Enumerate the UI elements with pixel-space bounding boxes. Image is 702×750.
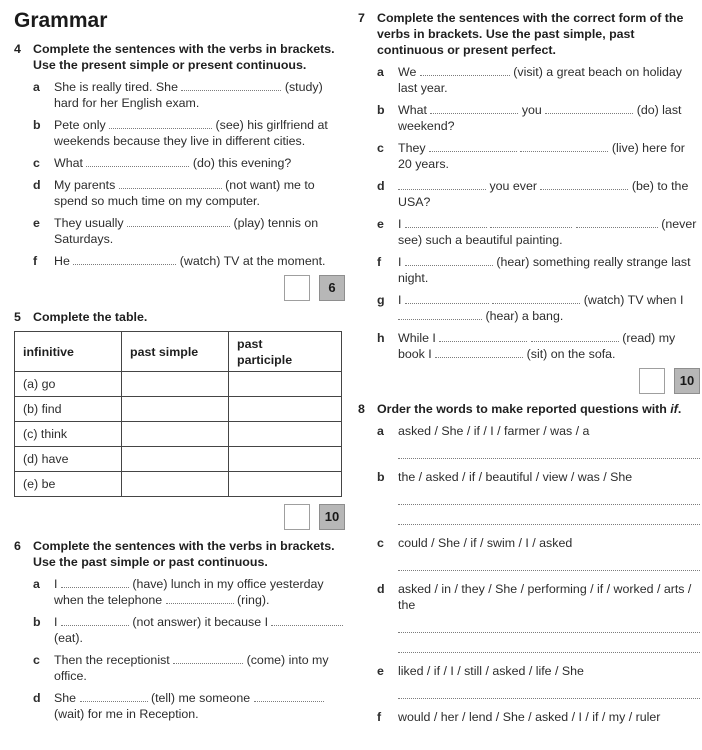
item-label: e — [377, 217, 384, 231]
table-row — [15, 447, 342, 472]
answer-area — [398, 494, 700, 525]
item-text — [398, 581, 700, 656]
item-label: d — [33, 691, 41, 705]
exercise-title: Complete the sentences with the verbs in brackets. Use the present simple or present continuous. — [33, 42, 335, 72]
answer-area — [398, 622, 700, 653]
answer-cell — [229, 447, 342, 472]
exercise-item — [358, 216, 700, 248]
item-label: c — [377, 536, 384, 550]
word-jumble: would / her / lend / She / asked / I / if / my / ruler — [398, 710, 661, 724]
column-header: past participle — [229, 332, 342, 372]
item-text — [398, 535, 700, 574]
word-jumble: the / asked / if / beautiful / view / was / She — [398, 470, 633, 484]
exercise-item — [14, 253, 345, 269]
answer-line — [398, 622, 700, 633]
item-text — [398, 709, 700, 725]
fill-in-blank — [545, 105, 633, 114]
exercise-5 — [14, 309, 345, 530]
score-total-box: 10 — [319, 504, 345, 530]
item-text — [398, 663, 700, 702]
word-jumble: asked / She / if / I / farmer / was / a — [398, 424, 590, 438]
item-label: f — [377, 255, 382, 269]
score-input-box — [284, 504, 310, 530]
exercise-item — [14, 155, 345, 171]
fill-in-blank — [398, 311, 482, 320]
item-label: a — [377, 424, 384, 438]
fill-in-blank — [405, 257, 493, 266]
answer-area — [398, 560, 700, 571]
exercise-number: 8 — [358, 402, 365, 416]
exercise-4-header — [14, 41, 345, 73]
exercise-item — [358, 330, 700, 362]
exercise-item — [358, 535, 700, 574]
fill-in-blank — [420, 67, 510, 76]
exercise-number: 7 — [358, 11, 365, 25]
exercise-4 — [14, 41, 345, 301]
item-label: b — [377, 103, 385, 117]
infinitive-cell: (a) go — [15, 372, 122, 397]
answer-cell — [122, 397, 229, 422]
fill-in-blank — [73, 256, 176, 265]
fill-in-blank — [435, 349, 523, 358]
item-text: While I (read) my book I (sit) on the sofa. — [398, 331, 676, 361]
exercise-title: Complete the sentences with the verbs in brackets. Use the past simple or past continuous. — [33, 539, 335, 569]
exercise-number: 6 — [14, 539, 21, 553]
exercise-5-header — [14, 309, 345, 325]
infinitive-cell: (e) be — [15, 472, 122, 497]
exercise-title: Complete the table. — [33, 310, 148, 324]
item-text: Pete only (see) his girlfriend at weekends because they live in different cities. — [54, 118, 328, 148]
fill-in-blank — [80, 693, 148, 702]
fill-in-blank — [181, 82, 281, 91]
exercise-item — [358, 254, 700, 286]
fill-in-blank — [429, 143, 517, 152]
exercise-8 — [358, 401, 700, 725]
item-text: What you (do) last weekend? — [398, 103, 682, 133]
item-text: She is really tired. She (study) hard for her English exam. — [54, 80, 323, 110]
fill-in-blank — [531, 333, 619, 342]
fill-in-blank — [405, 219, 487, 228]
answer-area — [398, 688, 700, 699]
table-row — [15, 472, 342, 497]
score-row — [358, 368, 700, 394]
answer-cell — [229, 372, 342, 397]
fill-in-blank — [86, 158, 189, 167]
fill-in-blank — [405, 295, 489, 304]
right-column — [358, 0, 700, 732]
item-text: I (have) lunch in my office yesterday when the telephone (ring). — [54, 577, 324, 607]
fill-in-blank — [254, 693, 324, 702]
word-jumble: liked / if / I / still / asked / life / She — [398, 664, 584, 678]
exercise-title: Order the words to make reported questions with if. — [377, 402, 682, 416]
verb-forms-table — [14, 331, 342, 497]
item-text: you ever (be) to the USA? — [398, 179, 689, 209]
item-label: f — [33, 254, 38, 268]
fill-in-blank — [576, 219, 658, 228]
score-row — [14, 275, 345, 301]
item-label: f — [377, 710, 382, 724]
fill-in-blank — [109, 120, 212, 129]
exercise-6-header — [14, 538, 345, 570]
exercise-7-header — [358, 10, 700, 58]
infinitive-cell: (d) have — [15, 447, 122, 472]
answer-cell — [122, 447, 229, 472]
fill-in-blank — [119, 180, 222, 189]
score-row — [14, 504, 345, 530]
exercise-8-header — [358, 401, 700, 417]
item-text — [398, 469, 700, 528]
exercise-7 — [358, 10, 700, 394]
score-input-box — [639, 368, 665, 394]
item-text: I (never see) such a beautiful painting. — [398, 217, 697, 247]
left-column — [14, 0, 345, 728]
item-label: g — [377, 293, 385, 307]
item-text: They (live) here for 20 years. — [398, 141, 685, 171]
fill-in-blank — [492, 295, 580, 304]
fill-in-blank — [127, 218, 230, 227]
item-label: c — [33, 156, 40, 170]
exercise-item — [358, 581, 700, 656]
italic-keyword: if — [670, 402, 678, 416]
item-label: b — [377, 470, 385, 484]
fill-in-blank — [166, 595, 234, 604]
item-text: Then the receptionist (come) into my office. — [54, 653, 329, 683]
column-header: past simple — [122, 332, 229, 372]
word-jumble: asked / in / they / She / performing / if / worked / arts / the — [398, 582, 692, 612]
answer-area — [398, 448, 700, 459]
word-jumble: could / She / if / swim / I / asked — [398, 536, 573, 550]
item-label: a — [377, 65, 384, 79]
exercise-6 — [14, 538, 345, 722]
exercise-item — [358, 469, 700, 528]
item-text: I (watch) TV when I (hear) a bang. — [398, 293, 684, 323]
item-text: I (hear) something really strange last night. — [398, 255, 691, 285]
exercise-item — [14, 117, 345, 149]
item-label: c — [33, 653, 40, 667]
exercise-item — [358, 140, 700, 172]
fill-in-blank — [439, 333, 527, 342]
fill-in-blank — [430, 105, 518, 114]
answer-line — [398, 560, 700, 571]
exercise-item — [14, 652, 345, 684]
fill-in-blank — [490, 219, 572, 228]
item-label: e — [377, 664, 384, 678]
item-label: b — [33, 118, 41, 132]
exercise-item — [358, 423, 700, 462]
exercise-item — [14, 79, 345, 111]
answer-line — [398, 448, 700, 459]
exercise-item — [14, 614, 345, 646]
exercise-item — [14, 215, 345, 247]
item-text: I (not answer) it because I (eat). — [54, 614, 345, 646]
answer-cell — [229, 397, 342, 422]
table-row — [15, 397, 342, 422]
item-label: e — [33, 216, 40, 230]
item-text: They usually (play) tennis on Saturdays. — [54, 216, 319, 246]
item-label: a — [33, 577, 40, 591]
item-text: My parents (not want) me to spend so much time on my computer. — [54, 178, 315, 208]
fill-in-blank — [61, 617, 129, 626]
exercise-item — [358, 64, 700, 96]
exercise-item — [358, 709, 700, 725]
fill-in-blank — [540, 181, 628, 190]
exercise-item — [358, 178, 700, 210]
exercise-number: 5 — [14, 310, 21, 324]
answer-cell — [122, 422, 229, 447]
answer-line — [398, 688, 700, 699]
exercise-item — [14, 177, 345, 209]
fill-in-blank — [520, 143, 608, 152]
exercise-number: 4 — [14, 42, 21, 56]
table-header-row — [15, 332, 342, 372]
page-title: Grammar — [14, 9, 108, 32]
answer-cell — [122, 472, 229, 497]
score-total-box: 10 — [674, 368, 700, 394]
fill-in-blank — [398, 181, 486, 190]
item-label: b — [33, 615, 41, 629]
exercise-title: Complete the sentences with the correct form of the verbs in brackets. Use the past simple, past continuous or present perfect. — [377, 11, 684, 57]
infinitive-cell: (b) find — [15, 397, 122, 422]
exercise-item — [14, 690, 345, 722]
item-text: We (visit) a great beach on holiday last year. — [398, 65, 682, 95]
table-row — [15, 372, 342, 397]
exercise-item — [358, 102, 700, 134]
answer-cell — [229, 422, 342, 447]
item-label: d — [33, 178, 41, 192]
item-text: She (tell) me someone (wait) for me in Reception. — [54, 690, 345, 722]
score-total-box: 6 — [319, 275, 345, 301]
answer-line — [398, 494, 700, 505]
exercise-item — [358, 663, 700, 702]
answer-cell — [229, 472, 342, 497]
fill-in-blank — [271, 617, 343, 626]
answer-cell — [122, 372, 229, 397]
item-text: He (watch) TV at the moment. — [54, 254, 326, 268]
infinitive-cell: (c) think — [15, 422, 122, 447]
answer-line — [398, 514, 700, 525]
column-header: infinitive — [15, 332, 122, 372]
fill-in-blank — [61, 579, 129, 588]
answer-line — [398, 642, 700, 653]
item-label: a — [33, 80, 40, 94]
item-label: d — [377, 179, 385, 193]
fill-in-blank — [173, 655, 243, 664]
item-text: What (do) this evening? — [54, 156, 292, 170]
score-input-box — [284, 275, 310, 301]
exercise-item — [14, 576, 345, 608]
exercise-item — [358, 292, 700, 324]
item-text — [398, 423, 700, 462]
item-label: c — [377, 141, 384, 155]
table-row — [15, 422, 342, 447]
item-label: d — [377, 582, 385, 596]
item-label: h — [377, 331, 385, 345]
